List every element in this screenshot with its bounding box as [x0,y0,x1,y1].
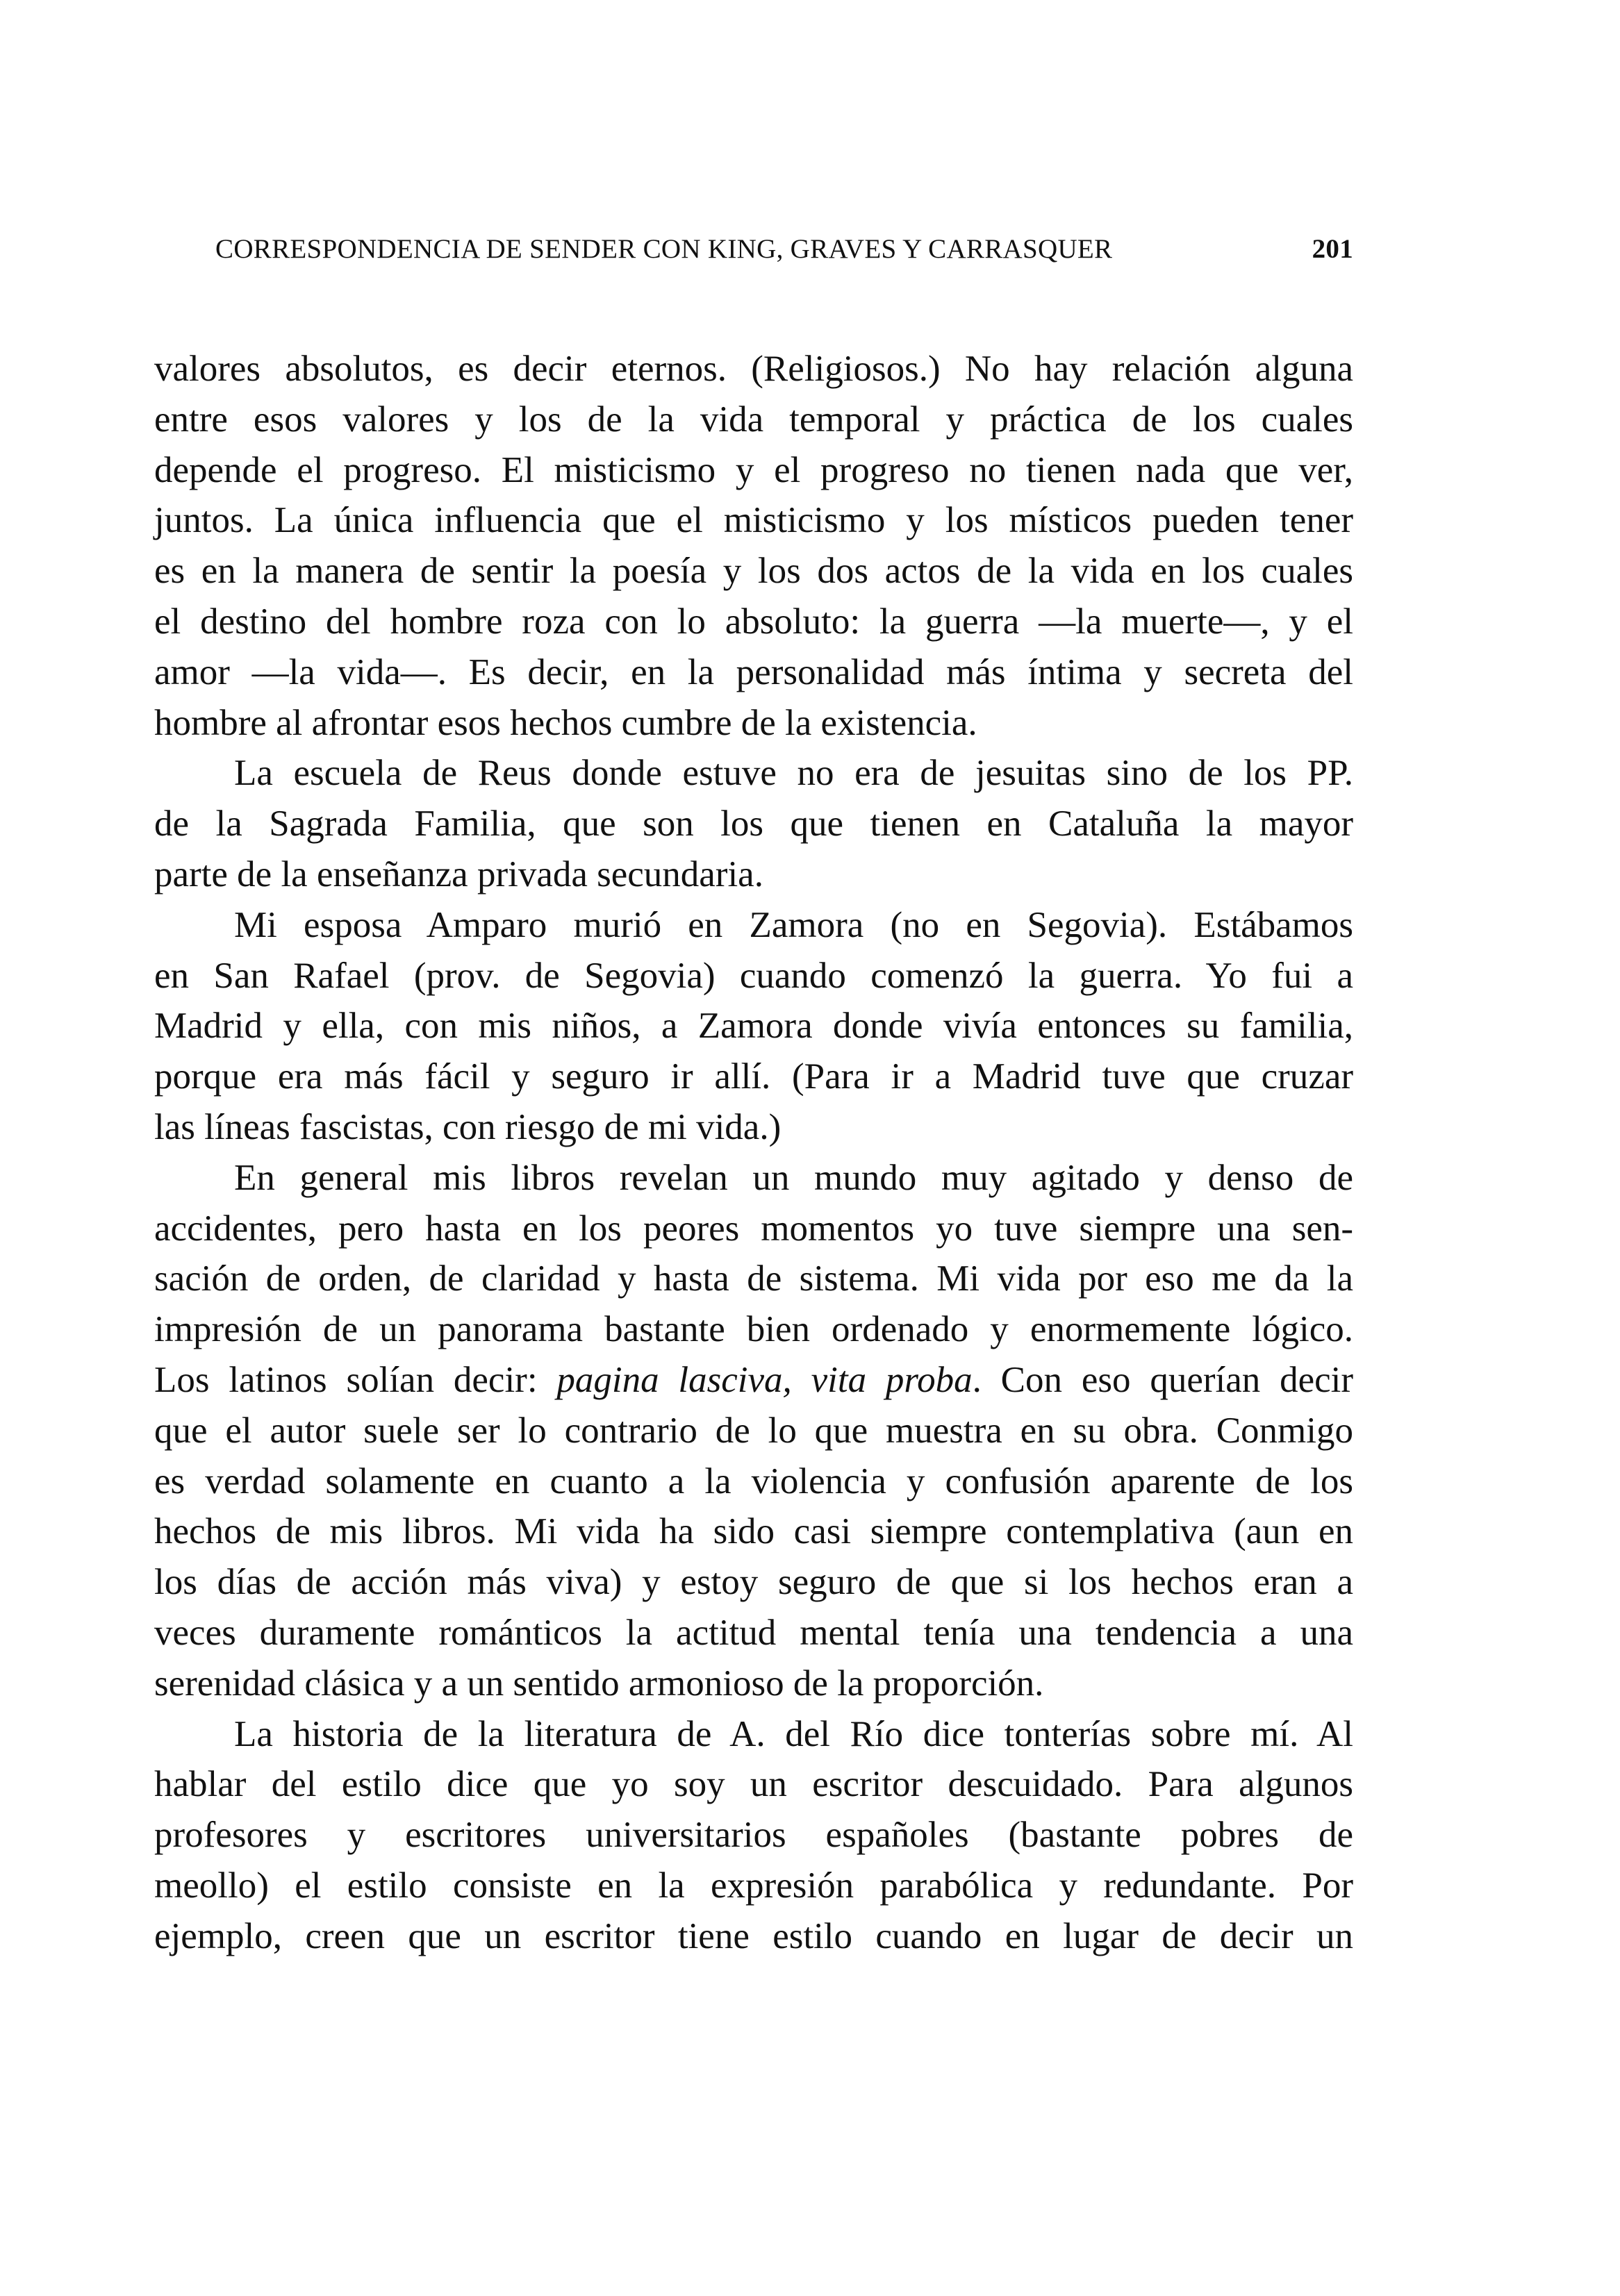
page-number: 201 [1312,234,1353,264]
text-line: el destino del hombre roza con lo absoluto: la guerra —la muerte—, y el [154,601,1353,642]
text-line: valores absolutos, es decir eternos. (Religiosos.) No hay relación alguna [154,349,1353,389]
text-line: En general mis libros revelan un mundo muy agitado y denso de [234,1157,1353,1198]
text-line: juntos. La única influencia que el misticismo y los místicos pueden tener [154,500,1353,541]
body-text [154,344,1353,1962]
text-line: hombre al afrontar esos hechos cumbre de la existencia. [154,702,977,743]
running-header [215,233,1353,271]
text-line: accidentes, pero hasta en los peores momentos yo tuve siempre una sen- [154,1208,1353,1249]
text-segment: . Con eso querían decir [972,1359,1353,1400]
text-line: es en la manera de sentir la poesía y los dos actos de la vida en los cuales [154,551,1353,592]
text-line: impresión de un panorama bastante bien ordenado y enormemente lógico. [154,1309,1353,1350]
text-line: Madrid y ella, con mis niños, a Zamora donde vivía entonces su familia, [154,1006,1353,1047]
text-line: que el autor suele ser lo contrario de lo que muestra en su obra. Conmigo [154,1410,1353,1451]
text-line: serenidad clásica y a un sentido armonioso de la proporción. [154,1663,1044,1704]
text-line: amor —la vida—. Es decir, en la personalidad más íntima y secreta del [154,651,1353,692]
text-line: es verdad solamente en cuanto a la violencia y confusión aparente de los [154,1461,1353,1501]
text-line: La historia de la literatura de A. del Río dice tonterías sobre mí. Al [234,1713,1353,1754]
running-title: CORRESPONDENCIA DE SENDER CON KING, GRAVES Y CARRASQUER [215,234,1113,264]
text-line: Mi esposa Amparo murió en Zamora (no en Segovia). Estábamos [234,904,1353,945]
text-line: veces duramente románticos la actitud mental tenía una tendencia a una [154,1612,1353,1653]
text-line: en San Rafael (prov. de Segovia) cuando comenzó la guerra. Yo fui a [154,955,1353,996]
text-line: porque era más fácil y seguro ir allí. (Para ir a Madrid tuve que cruzar [154,1056,1353,1097]
text-line: de la Sagrada Familia, que son los que tienen en Cataluña la mayor [154,804,1353,845]
text-line: entre esos valores y los de la vida temporal y práctica de los cuales [154,399,1353,440]
text-line: depende el progreso. El misticismo y el progreso no tienen nada que ver, [154,449,1353,490]
latin-quote: pagina lasciva, vita proba [556,1359,973,1400]
text-line: los días de acción más viva) y estoy seguro de que si los hechos eran a [154,1562,1353,1603]
text-segment: Los latinos solían decir: [154,1359,557,1400]
text-line: profesores y escritores universitarios españoles (bastante pobres de [154,1815,1353,1856]
text-line: parte de la enseñanza privada secundaria. [154,854,763,895]
text-line: ejemplo, creen que un escritor tiene estilo cuando en lugar de decir un [154,1915,1353,1956]
text-line: sación de orden, de claridad y hasta de sistema. Mi vida por eso me da la [154,1258,1353,1299]
text-line: las líneas fascistas, con riesgo de mi vida.) [154,1106,782,1147]
text-line: La escuela de Reus donde estuve no era de jesuitas sino de los PP. [234,753,1353,794]
text-line [154,1355,1353,1406]
text-line: hablar del estilo dice que yo soy un escritor descuidado. Para algunos [154,1764,1353,1805]
text-line: hechos de mis libros. Mi vida ha sido casi siempre contemplativa (aun en [154,1511,1353,1552]
text-line: meollo) el estilo consiste en la expresión parabólica y redundante. Por [154,1865,1353,1906]
